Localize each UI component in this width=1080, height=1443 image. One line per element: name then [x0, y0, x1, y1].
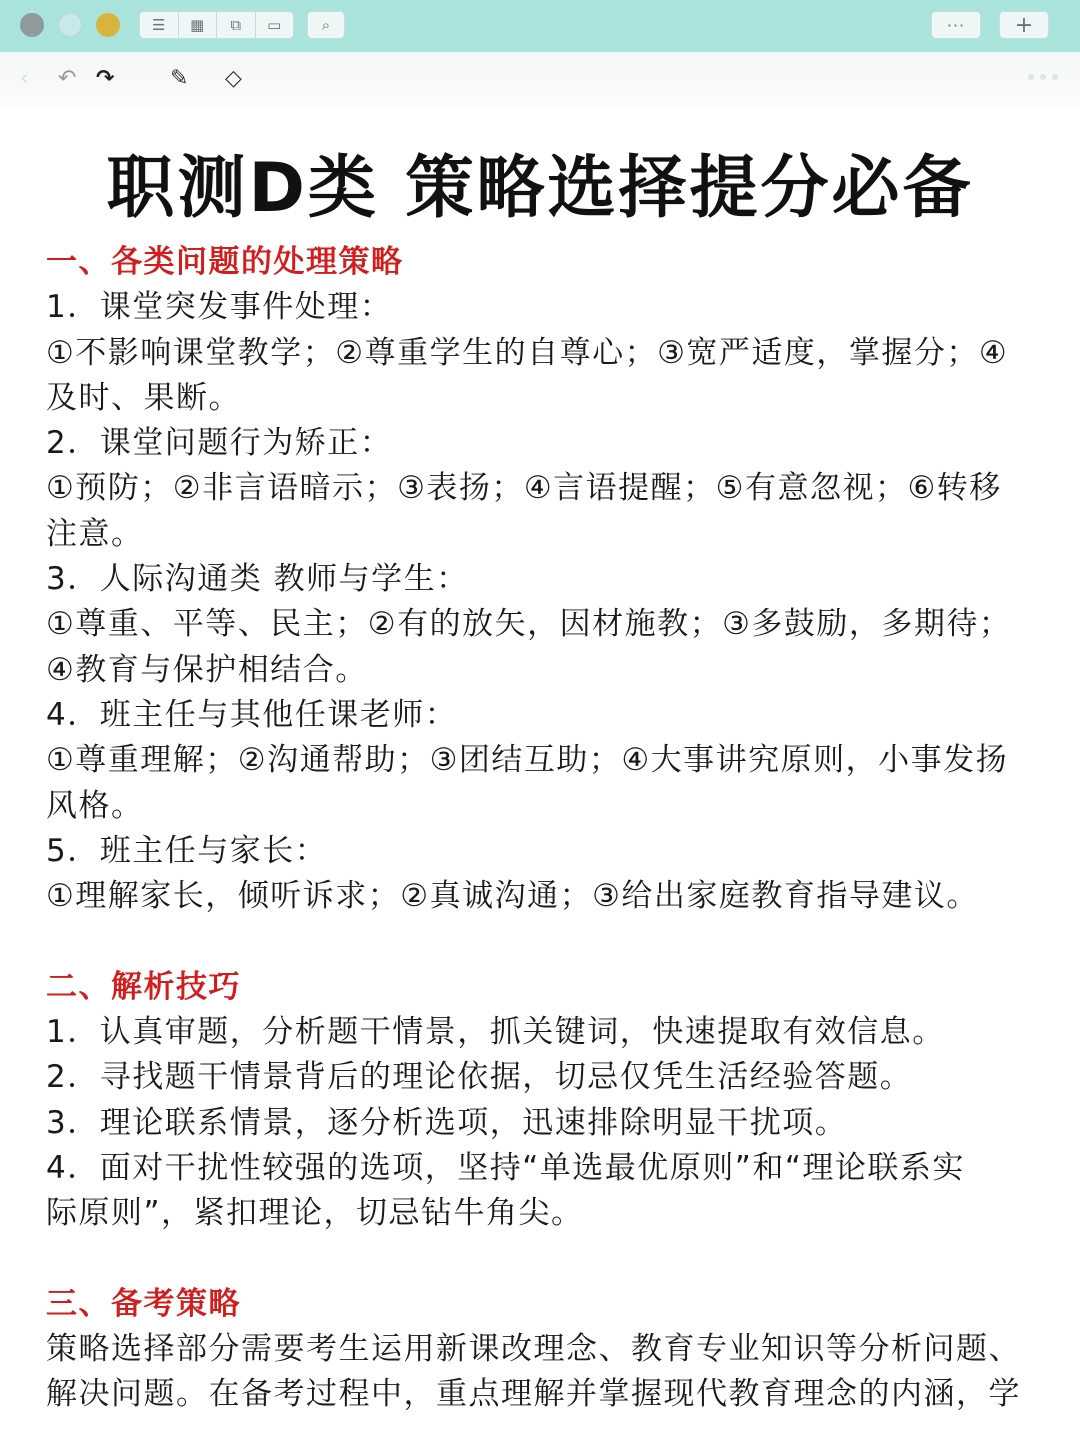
toolbar-more-icon[interactable] [1028, 74, 1058, 80]
minimize-window-button[interactable] [58, 13, 82, 37]
chevron-left-icon[interactable]: ‹ [20, 66, 29, 91]
text-line: 解决问题。在备考过程中，重点理解并掌握现代教育理念的内涵，学 [46, 1376, 1021, 1413]
more-options-button[interactable]: ··· [931, 11, 981, 39]
text-line: ④教育与保护相结合。 [46, 651, 368, 688]
pencil-icon[interactable]: ✎ [170, 66, 189, 91]
editing-toolbar [0, 52, 1080, 108]
text-line: ①预防；②非言语暗示；③表扬；④言语提醒；⑤有意忽视；⑥转移 [46, 470, 1002, 507]
add-page-button[interactable]: + [999, 11, 1049, 39]
text-line: 及时、果断。 [46, 379, 241, 416]
text-line: 风格。 [46, 787, 144, 824]
text-line: ①尊重理解；②沟通帮助；③团结互助；④大事讲究原则，小事发扬 [46, 742, 1009, 779]
view-mode-segmented-control [139, 11, 294, 39]
text-line: 4．班主任与其他任课老师： [46, 696, 458, 733]
text-line: 策略选择部分需要考生运用新课改理念、教育专业知识等分析问题、 [46, 1331, 1021, 1368]
search-icon[interactable]: ⌕ [307, 11, 345, 39]
text-line: 3．理论联系情景，逐分析选项，迅速排除明显干扰项。 [46, 1104, 848, 1141]
text-line: 2．寻找题干情景背后的理论依据，切忌仅凭生活经验答题。 [46, 1059, 913, 1096]
text-line: 3．人际沟通类 教师与学生： [46, 561, 469, 598]
spacer [46, 1237, 1046, 1282]
card-icon[interactable]: ▭ [267, 16, 282, 34]
text-line: 5．班主任与家长： [46, 832, 328, 869]
document-title: 职测D类 策略选择提分必备 [106, 149, 974, 228]
list-icon[interactable]: ☰ [140, 12, 179, 38]
section-1-lines [46, 285, 1046, 919]
close-window-button[interactable] [20, 13, 44, 37]
text-line: 1．课堂突发事件处理： [46, 289, 393, 326]
grid-icon[interactable]: ▦ [179, 12, 218, 38]
redo-icon[interactable]: ↷ [96, 66, 115, 91]
eraser-icon[interactable]: ◇ [225, 66, 242, 91]
zoom-window-button[interactable] [96, 13, 120, 37]
text-line: 际原则”，紧扣理论，切忌钻牛角尖。 [46, 1195, 584, 1232]
text-line: ①尊重、平等、民主；②有的放矢，因材施教；③多鼓励，多期待； [46, 606, 1012, 643]
book-icon[interactable]: ⧉ [217, 12, 256, 38]
spacer [46, 919, 1046, 964]
text-line: 注意。 [46, 515, 144, 552]
section-heading: 二、解析技巧 [46, 968, 241, 1005]
text-line: 1．认真审题，分析题干情景，抓关键词，快速提取有效信息。 [46, 1014, 945, 1051]
text-line: 2．课堂问题行为矫正： [46, 425, 393, 462]
section-2-lines [46, 1010, 1046, 1236]
window-titlebar [0, 0, 1080, 52]
section-heading: 三、备考策略 [46, 1285, 241, 1322]
document-body [46, 240, 1046, 1418]
text-line: ①不影响课堂教学；②尊重学生的自尊心；③宽严适度，掌握分；④ [46, 334, 1009, 371]
text-line: ①理解家长，倾听诉求；②真诚沟通；③给出家庭教育指导建议。 [46, 878, 979, 915]
section-3-lines [46, 1327, 1046, 1418]
undo-icon[interactable]: ↶ [58, 66, 77, 91]
section-heading: 一、各类问题的处理策略 [46, 244, 404, 280]
text-line: 4．面对干扰性较强的选项，坚持“单选最优原则”和“理论联系实 [46, 1149, 965, 1186]
